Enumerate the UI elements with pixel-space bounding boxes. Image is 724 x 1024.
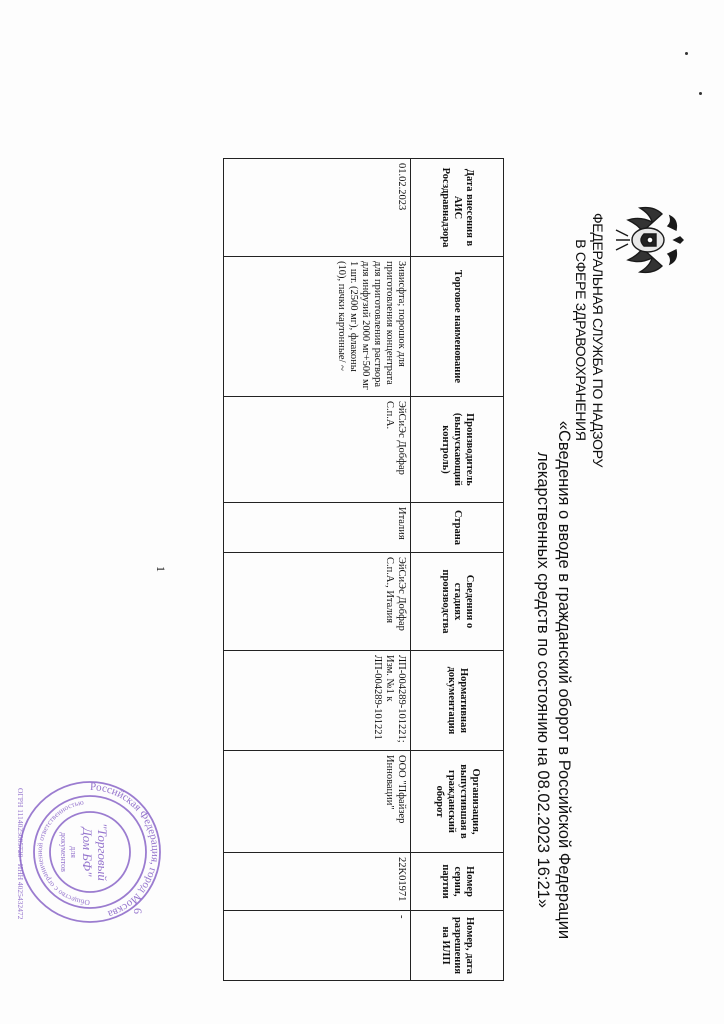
agency-name-line1: ФЕДЕРАЛЬНАЯ СЛУЖБА ПО НАДЗОРУ	[590, 212, 606, 468]
scan-speck	[685, 52, 688, 55]
cell-manufacturer: ЭйСиЭс Добфар С.п.А.	[224, 397, 411, 503]
cell-trade-name: Зивисфта; порошок для приготовления концентрата для приготовления раствора для инфузий 2000 мг+500 мг 1 шт. (2500 мг), флаконы (10), пачки картонные/ ~	[224, 257, 411, 397]
cell-permit: -	[224, 911, 411, 981]
cell-batch-number: 22K01971	[224, 853, 411, 911]
seal-center-line2: Дом БФ"	[80, 827, 95, 877]
seal-outer-text: Российская Федерация, город Москва	[89, 780, 162, 921]
scan-speck	[699, 92, 702, 95]
agency-name	[572, 170, 606, 510]
cell-regulatory-docs: ЛП-004289-101221; Изм. №1 к ЛП-004289-101221	[224, 651, 411, 751]
column-header: Производитель (выпускающий контроль)	[411, 397, 504, 503]
company-seal-stamp	[16, 778, 164, 926]
cell-date: 01.02.2023	[224, 159, 411, 257]
registry-table	[223, 158, 504, 981]
seal-center-line3: для	[69, 846, 78, 858]
seal-ids: ОГРН 1114025005720 • ИНН 4025432472	[16, 788, 25, 920]
column-header: Номер серии, партии	[411, 853, 504, 911]
double-headed-eagle-emblem-icon	[608, 200, 688, 280]
cell-organization: ООО "Пфайзер Инновации"	[224, 751, 411, 853]
cell-production-stages: ЭйСиЭс Добфар С.п.А., Италия	[224, 553, 411, 651]
document-title	[532, 400, 574, 960]
table-row	[224, 159, 411, 981]
table-header-row	[411, 159, 504, 981]
seal-center-line4: документов	[59, 832, 68, 872]
cell-country: Италия	[224, 503, 411, 553]
page-number: 1	[154, 566, 168, 572]
column-header: Страна	[411, 503, 504, 553]
column-header: Сведения о стадиях производства	[411, 553, 504, 651]
column-header: Дата внесения в АИС Росздравнадзора	[411, 159, 504, 257]
column-header: Организация, выпустившая в гражданский оборот	[411, 751, 504, 853]
column-header: Торговое наименование	[411, 257, 504, 397]
document-title-line1: «Сведения о вводе в гражданский оборот в Российской Федерации	[555, 420, 573, 940]
seal-center-line1: "Торговый	[95, 823, 110, 881]
column-header: Нормативная документация	[411, 651, 504, 751]
seal-inner-text: Общество с ограниченной ответственностью	[34, 797, 91, 908]
document-title-line2: лекарственных средств по состоянию на 08.02.2023 16:21»	[534, 451, 552, 909]
agency-name-line2: В СФЕРЕ ЗДРАВООХРАНЕНИЯ	[573, 239, 589, 441]
seal-number: 6	[131, 908, 145, 914]
column-header: Номер, дата разрешения на ИЛП	[411, 911, 504, 981]
